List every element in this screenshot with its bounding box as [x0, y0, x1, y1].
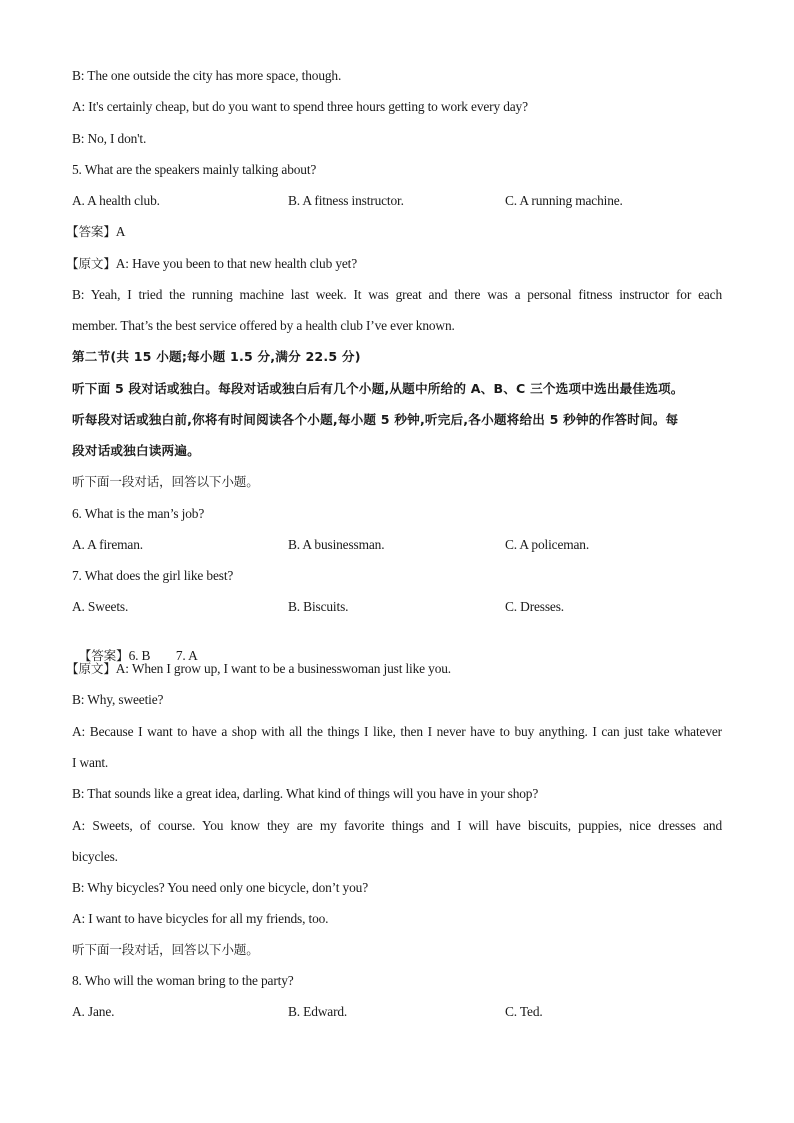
original-text: A: When I grow up, I want to be a businesswoman just like you.	[115, 661, 451, 676]
option-7a: A. Sweets.	[72, 599, 129, 614]
dialogue-line: B: No, I don't.	[72, 131, 147, 146]
original-tag: 【原文】	[66, 661, 116, 676]
option-8c: C. Ted.	[505, 1004, 543, 1019]
dialogue-line: B: Why, sweetie?	[72, 692, 164, 707]
listening-prompt: 听下面一段对话，回答以下小题。	[72, 942, 259, 957]
option-7b: B. Biscuits.	[288, 599, 349, 614]
option-6b: B. A businessman.	[288, 537, 385, 552]
question-8: 8. Who will the woman bring to the party?	[72, 973, 294, 988]
dialogue-line: A: Because I want to have a shop with all the things I like, then I never have to buy anything. I can just take whatever	[72, 724, 722, 739]
section-2-instruction: 段对话或独白读两遍。	[72, 443, 200, 458]
dialogue-line: A: I want to have bicycles for all my friends, too.	[72, 911, 329, 926]
dialogue-line: B: Yeah, I tried the running machine last week. It was great and there was a personal fitness instructor for each	[72, 287, 722, 302]
original-text-5	[66, 255, 357, 273]
option-8a: A. Jane.	[72, 1004, 115, 1019]
original-text-6-7	[66, 660, 451, 678]
original-text: A: Have you been to that new health club yet?	[115, 256, 358, 271]
dialogue-line: I want.	[72, 755, 109, 770]
answer-5	[66, 223, 125, 241]
dialogue-line: B: Why bicycles? You need only one bicycle, don’t you?	[72, 880, 368, 895]
answer-value: 6. B 7. A	[128, 648, 198, 663]
dialogue-line: B: The one outside the city has more space, though.	[72, 68, 342, 83]
answer-tag: 【答案】	[78, 648, 129, 663]
dialogue-line: member. That’s the best service offered by a health club I’ve ever known.	[72, 318, 455, 333]
dialogue-line: bicycles.	[72, 849, 118, 864]
option-5a: A. A health club.	[72, 193, 160, 208]
question-7: 7. What does the girl like best?	[72, 568, 234, 583]
option-6c: C. A policeman.	[505, 537, 590, 552]
option-7c: C. Dresses.	[505, 599, 564, 614]
section-2-instruction: 听下面 5 段对话或独白。每段对话或独白后有几个小题,从题中所给的 A、B、C 三个选项中选出最佳选项。	[72, 381, 684, 396]
answer-value: A	[115, 224, 126, 239]
option-8b: B. Edward.	[288, 1004, 348, 1019]
section-2-title: 第二节(共 15 小题;每小题 1.5 分,满分 22.5 分)	[72, 349, 361, 364]
question-5: 5. What are the speakers mainly talking about?	[72, 162, 317, 177]
dialogue-line: A: It's certainly cheap, but do you want to spend three hours getting to work every day?	[72, 99, 528, 114]
dialogue-line: A: Sweets, of course. You know they are my favorite things and I will have biscuits, puppies, nice dresses and	[72, 818, 722, 833]
answer-tag: 【答案】	[66, 224, 116, 239]
option-5c: C. A running machine.	[505, 193, 623, 208]
listening-prompt: 听下面一段对话，回答以下小题。	[72, 474, 259, 489]
section-2-instruction: 听每段对话或独白前,你将有时间阅读各个小题,每小题 5 秒钟,听完后,各小题将给出 5 秒钟的作答时间。每	[72, 412, 679, 427]
original-tag: 【原文】	[66, 256, 116, 271]
question-6: 6. What is the man’s job?	[72, 506, 205, 521]
option-5b: B. A fitness instructor.	[288, 193, 404, 208]
dialogue-line: B: That sounds like a great idea, darling. What kind of things will you have in your shop?	[72, 786, 539, 801]
option-6a: A. A fireman.	[72, 537, 143, 552]
